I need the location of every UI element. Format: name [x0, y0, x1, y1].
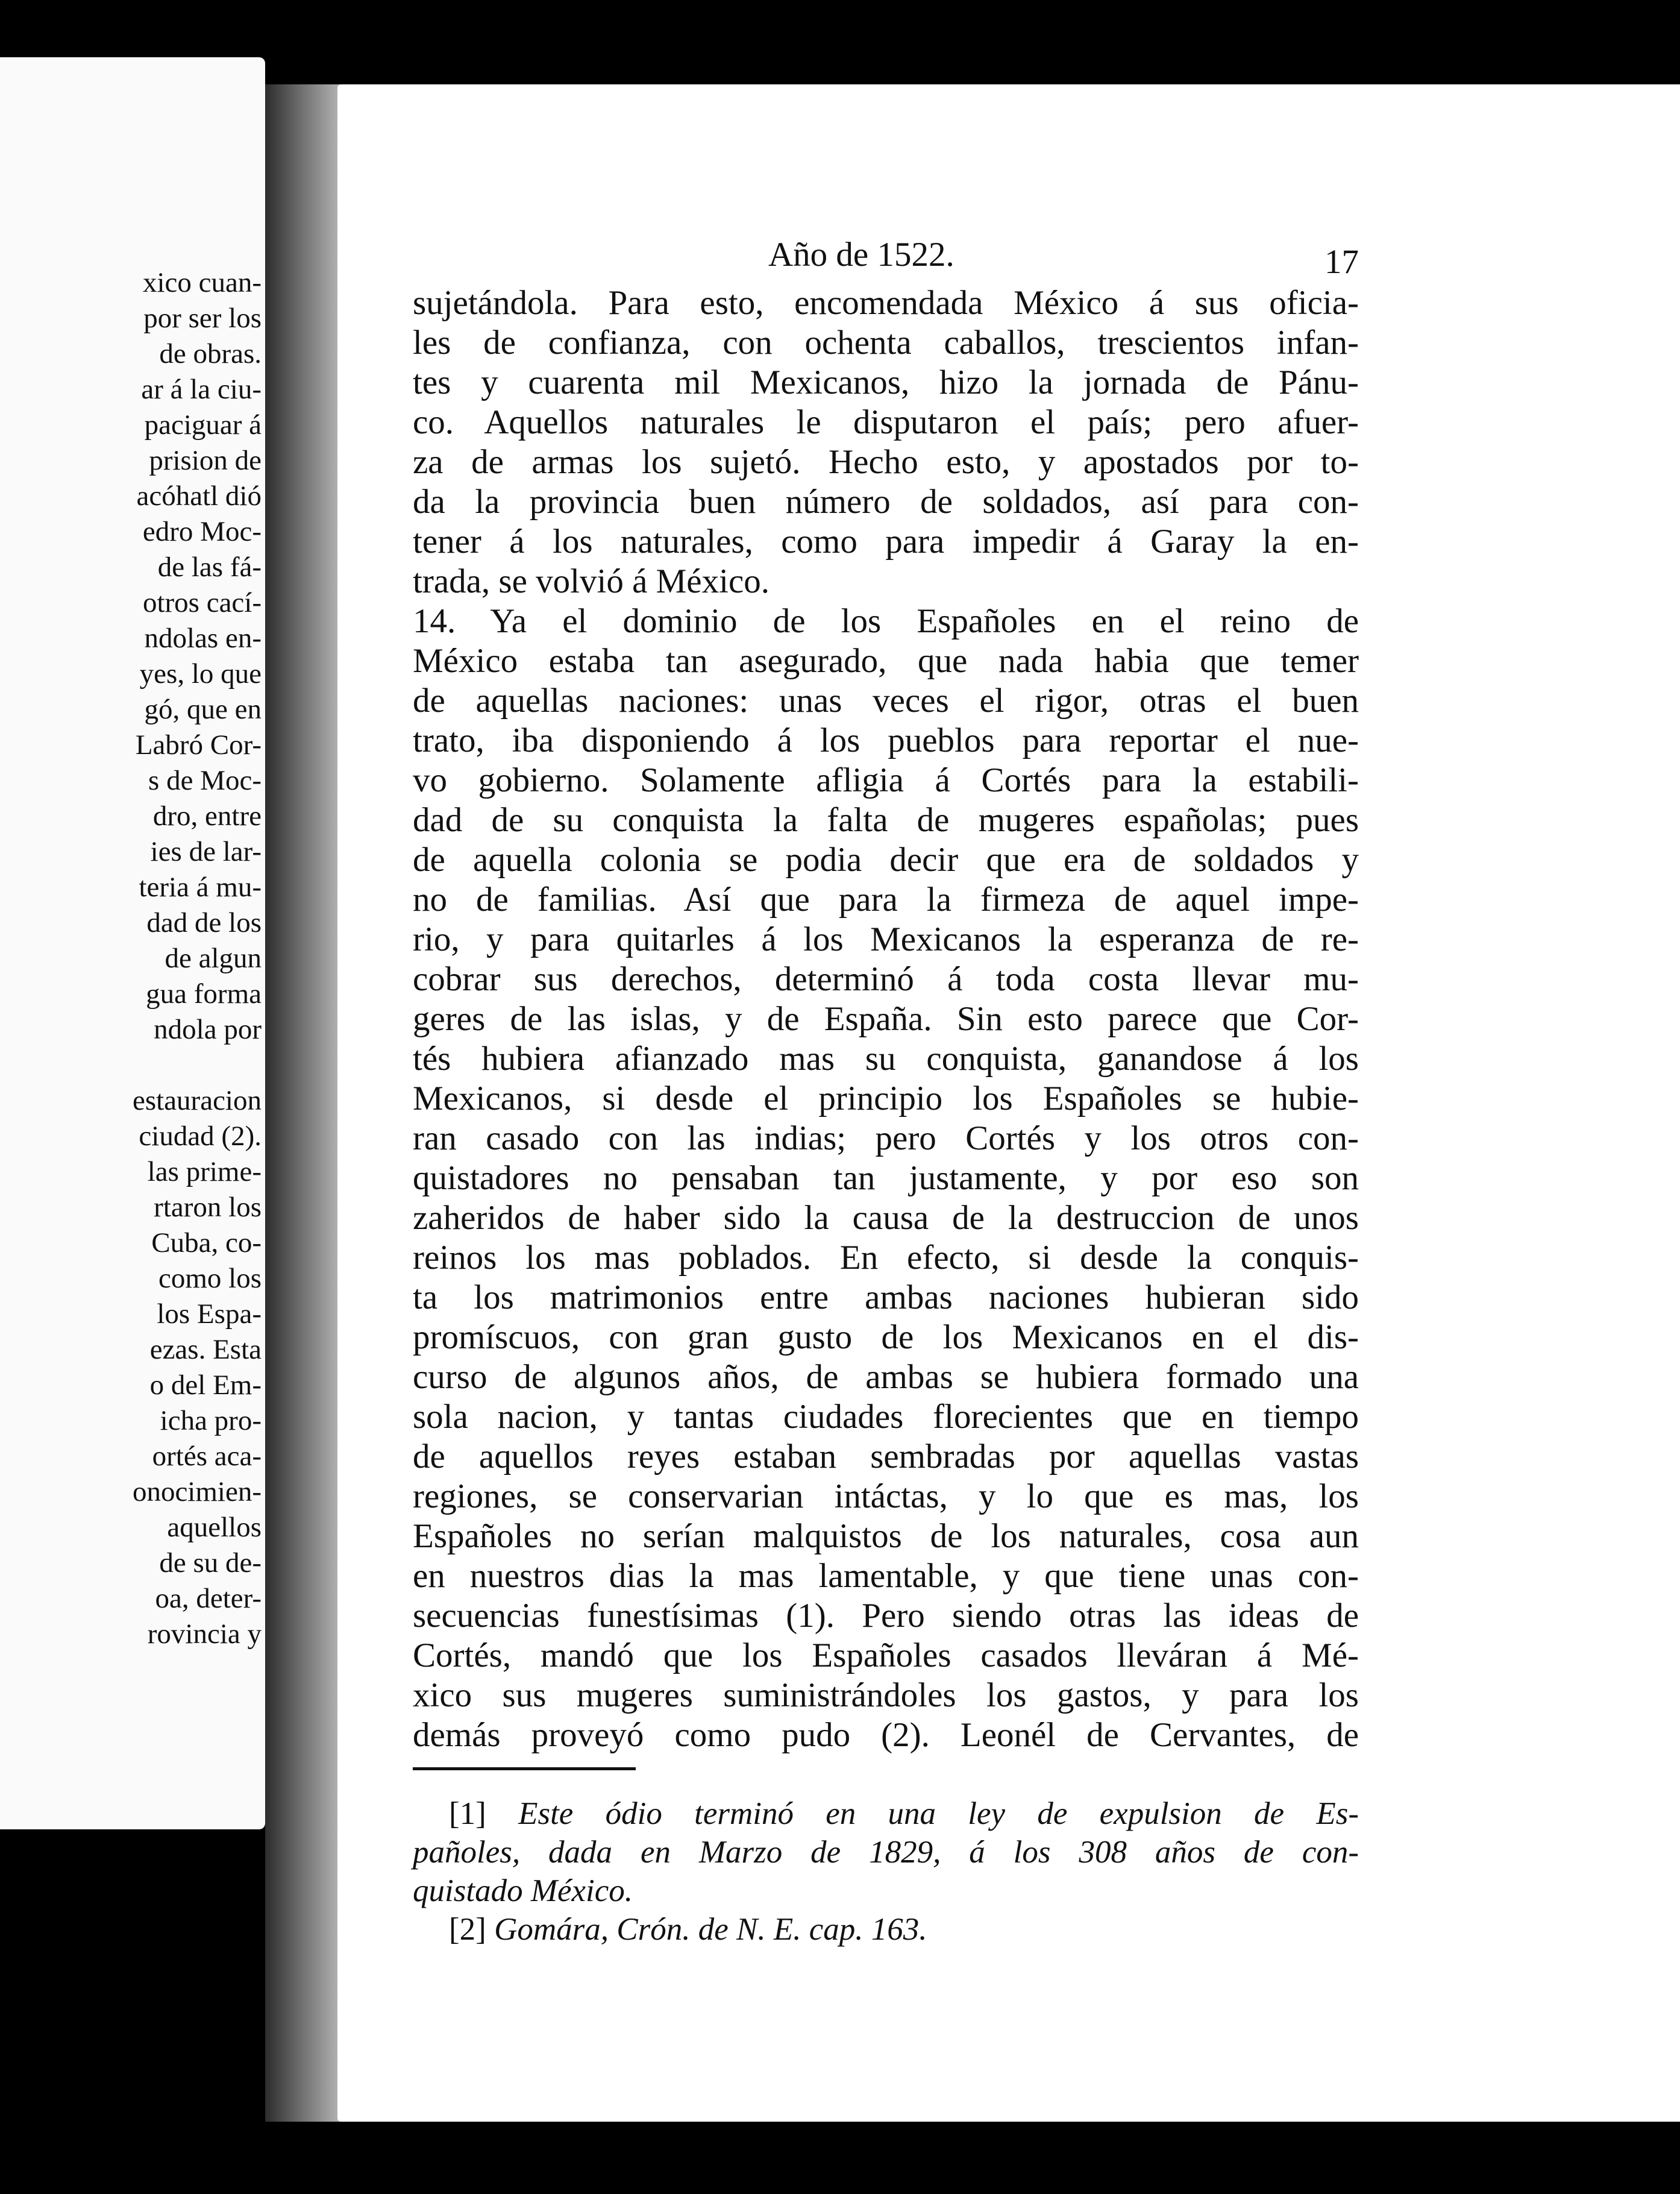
- body-line: ta los matrimonios entre ambas naciones hubieran sido: [413, 1278, 1359, 1316]
- left-page-line: estauracion: [132, 1085, 262, 1116]
- left-page-line: aquellos: [167, 1512, 262, 1543]
- left-page-line: ezas. Esta: [149, 1334, 262, 1365]
- running-head: [413, 235, 1359, 283]
- right-page: [337, 84, 1680, 2122]
- body-line: quistadores no pensaban tan justamente, y por eso son: [413, 1159, 1359, 1197]
- body-line: zaheridos de haber sido la causa de la destruccion de unos: [413, 1199, 1359, 1237]
- left-page-line: edro Moc-: [142, 516, 262, 547]
- left-page-line: otros cací-: [142, 587, 262, 618]
- body-line: dad de su conquista la falta de mugeres españolas; pues: [413, 801, 1359, 839]
- body-line: cobrar sus derechos, determinó á toda costa llevar mu-: [413, 960, 1359, 998]
- left-page-line: ies de lar-: [150, 836, 262, 867]
- left-page-line: Cuba, co-: [151, 1227, 262, 1259]
- footnote-text: pañoles, dada en Marzo de 1829, á los 308 años de con-: [413, 1835, 1359, 1870]
- body-line: les de confianza, con ochenta caballos, trescientos infan-: [413, 324, 1359, 362]
- left-page-line: de algun: [165, 943, 262, 974]
- body-line: no de familias. Así que para la firmeza de aquel impe-: [413, 881, 1359, 919]
- body-line: ran casado con las indias; pero Cortés y los otros con-: [413, 1119, 1359, 1157]
- footnote-text: Este ódio terminó en una ley de expulsion de Es-: [518, 1796, 1359, 1831]
- left-page-line: o del Em-: [149, 1369, 262, 1401]
- body-line: curso de algunos años, de ambas se hubiera formado una: [413, 1358, 1359, 1396]
- left-page-line: ortés aca-: [152, 1441, 262, 1472]
- left-page-line: gua forma: [146, 978, 262, 1010]
- left-page-line: de las fá-: [157, 552, 262, 583]
- left-page-line: [8, 1048, 262, 1083]
- left-page-text: [8, 265, 262, 1652]
- body-line: de aquella colonia se podia decir que era de soldados y: [413, 841, 1359, 879]
- body-line: 14. Ya el dominio de los Españoles en el reino de: [413, 602, 1359, 640]
- body-line: sujetándola. Para esto, encomendada México á sus oficia-: [413, 284, 1359, 322]
- body-line: za de armas los sujetó. Hecho esto, y apostados por to-: [413, 443, 1359, 481]
- body-line: Españoles no serían malquistos de los naturales, cosa aun: [413, 1517, 1359, 1555]
- footnote-line: [413, 1910, 1359, 1949]
- left-page: [0, 57, 265, 1829]
- body-line: México estaba tan asegurado, que nada habia que temer: [413, 642, 1359, 680]
- body-line: de aquellas naciones: unas veces el rigor, otras el buen: [413, 682, 1359, 720]
- page-text-block: [413, 235, 1359, 1949]
- body-line: demás proveyó como pudo (2). Leonél de Cervantes, de: [413, 1716, 1359, 1754]
- body-line: co. Aquellos naturales le disputaron el país; pero afuer-: [413, 403, 1359, 441]
- body-line: trato, iba disponiendo á los pueblos para reportar el nue-: [413, 721, 1359, 759]
- body-line: sola nacion, y tantas ciudades florecientes que en tiempo: [413, 1398, 1359, 1436]
- body-line: Cortés, mandó que los Españoles casados lleváran á Mé-: [413, 1636, 1359, 1674]
- body-text: [413, 283, 1359, 1755]
- body-line: tes y cuarenta mil Mexicanos, hizo la jornada de Pánu-: [413, 363, 1359, 401]
- page-number: 17: [1324, 243, 1359, 281]
- left-page-line: como los: [158, 1263, 262, 1294]
- left-page-line: de obras.: [159, 338, 262, 369]
- body-line: da la provincia buen número de soldados, así para con-: [413, 483, 1359, 521]
- footnote-line: [413, 1794, 1359, 1833]
- left-page-line: yes, lo que: [139, 658, 262, 690]
- footnote-line: [413, 1872, 1359, 1910]
- body-line: promíscuos, con gran gusto de los Mexicanos en el dis-: [413, 1318, 1359, 1356]
- left-page-line: teria á mu-: [139, 872, 262, 903]
- left-page-line: rtaron los: [154, 1192, 262, 1223]
- body-line: en nuestros dias la mas lamentable, y que tiene unas con-: [413, 1557, 1359, 1595]
- body-line: trada, se volvió á México.: [413, 562, 769, 600]
- left-page-line: ndola por: [154, 1014, 262, 1045]
- footnote-marker: [1]: [449, 1796, 519, 1831]
- body-line: de aquellos reyes estaban sembradas por aquellas vastas: [413, 1438, 1359, 1476]
- footnote-marker: [2]: [449, 1912, 495, 1947]
- left-page-line: xico cuan-: [142, 267, 262, 298]
- left-page-line: rovincia y: [147, 1618, 262, 1650]
- footnote-text: quistado México.: [413, 1873, 633, 1908]
- left-page-line: dro, entre: [152, 800, 262, 832]
- left-page-line: paciguar á: [144, 409, 262, 441]
- running-title: Año de 1522.: [768, 236, 954, 274]
- left-page-line: oa, deter-: [155, 1583, 262, 1614]
- body-line: secuencias funestísimas (1). Pero siendo otras las ideas de: [413, 1597, 1359, 1635]
- left-page-line: dad de los: [146, 907, 262, 938]
- footnotes: [413, 1794, 1359, 1949]
- left-page-line: s de Moc-: [148, 765, 262, 796]
- left-page-line: Labró Cor-: [135, 729, 262, 761]
- left-page-line: prision de: [149, 445, 262, 476]
- body-line: regiones, se conservarian intáctas, y lo que es mas, los: [413, 1477, 1359, 1515]
- body-line: vo gobierno. Solamente afligia á Cortés para la estabili-: [413, 761, 1359, 799]
- left-page-line: onocimien-: [132, 1476, 262, 1507]
- footnote-line: [413, 1833, 1359, 1872]
- left-page-line: ndolas en-: [144, 623, 262, 654]
- body-line: reinos los mas poblados. En efecto, si desde la conquis-: [413, 1239, 1359, 1277]
- left-page-line: por ser los: [143, 303, 262, 334]
- body-line: tener á los naturales, como para impedir á Garay la en-: [413, 523, 1359, 561]
- footnote-text: Gomára, Crón. de N. E. cap. 163.: [494, 1912, 927, 1947]
- left-page-line: icha pro-: [160, 1405, 262, 1436]
- footnote-rule: [413, 1767, 636, 1770]
- body-line: rio, y para quitarles á los Mexicanos la esperanza de re-: [413, 920, 1359, 958]
- left-page-line: las prime-: [147, 1156, 262, 1187]
- body-line: geres de las islas, y de España. Sin esto parece que Cor-: [413, 1000, 1359, 1038]
- left-page-line: ciudad (2).: [139, 1121, 262, 1152]
- left-page-line: ar á la ciu-: [141, 374, 262, 405]
- left-page-line: gó, que en: [144, 694, 262, 725]
- left-page-line: de su de-: [159, 1547, 262, 1579]
- body-line: tés hubiera afianzado mas su conquista, ganandose á los: [413, 1040, 1359, 1078]
- body-line: Mexicanos, si desde el principio los Españoles se hubie-: [413, 1080, 1359, 1117]
- left-page-line: los Espa-: [157, 1298, 262, 1330]
- left-page-line: acóhatl dió: [136, 480, 262, 512]
- body-line: xico sus mugeres suministrándoles los gastos, y para los: [413, 1676, 1359, 1714]
